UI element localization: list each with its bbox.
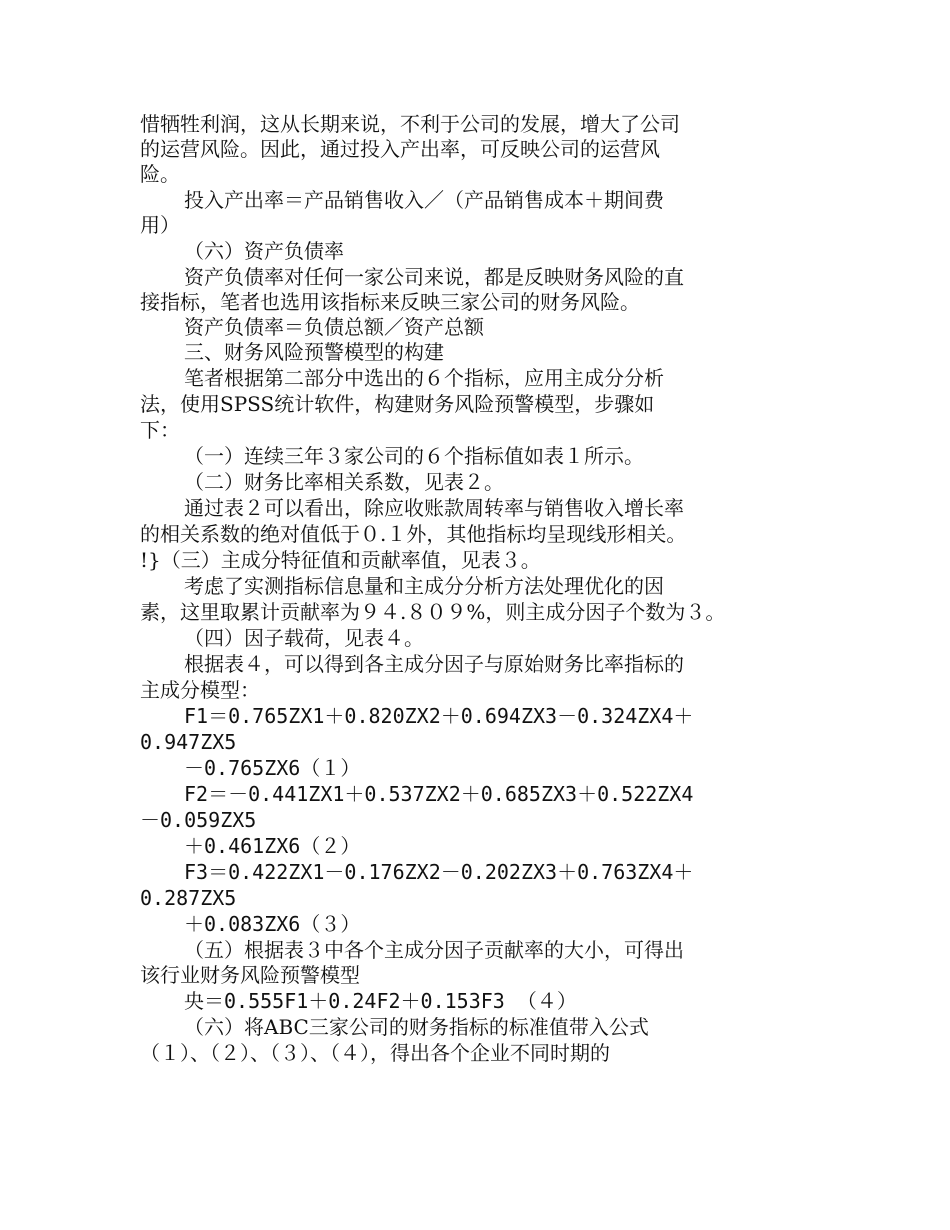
paragraph-line: 素，这里取累计贡献率为９４.８０９%，则主成分因子个数为３。 bbox=[140, 600, 726, 624]
paragraph-line: 笔者根据第二部分中选出的６个指标，应用主成分分析 bbox=[184, 366, 664, 390]
paragraph-line: （六）将ABC三家公司的财务指标的标准值带入公式 bbox=[184, 1015, 649, 1039]
equation-line: F2＝－0.441ZX1＋0.537ZX2＋0.685ZX3＋0.522ZX4 bbox=[184, 782, 694, 806]
formula-line: 投入产出率＝产品销售收入／（产品销售成本＋期间费 bbox=[184, 188, 664, 212]
section-heading: 三、财务风险预警模型的构建 bbox=[184, 340, 444, 364]
paragraph-line: 法，使用SPSS统计软件，构建财务风险预警模型，步骤如 bbox=[140, 392, 655, 416]
equation-line: ＋0.461ZX6（２） bbox=[184, 834, 361, 858]
paragraph-line: 惜牺牲利润，这从长期来说，不利于公司的发展，增大了公司 bbox=[140, 112, 680, 136]
paragraph-line: 根据表４，可以得到各主成分因子与原始财务比率指标的 bbox=[184, 652, 684, 676]
paragraph-line: 接指标，笔者也选用该指标来反映三家公司的财务风险。 bbox=[140, 290, 640, 314]
formula-line: 资产负债率＝负债总额／资产总额 bbox=[184, 315, 484, 339]
paragraph-line: !}（三）主成分特征值和贡献率值，见表３。 bbox=[140, 548, 541, 572]
equation-line: －0.059ZX5 bbox=[140, 808, 257, 832]
paragraph-line: （一）连续三年３家公司的６个指标值如表１所示。 bbox=[184, 444, 644, 468]
paragraph-line: 的相关系数的绝对值低于０.１外，其他指标均呈现线形相关。 bbox=[140, 522, 687, 546]
paragraph-line: 资产负债率对任何一家公司来说，都是反映财务风险的直 bbox=[184, 265, 684, 289]
equation-line: F3＝0.422ZX1－0.176ZX2－0.202ZX3＋0.763ZX4＋ bbox=[184, 860, 694, 884]
equation-line: F1＝0.765ZX1＋0.820ZX2＋0.694ZX3－0.324ZX4＋ bbox=[184, 704, 694, 728]
paragraph-line: （五）根据表３中各个主成分因子贡献率的大小，可得出 bbox=[184, 938, 684, 962]
section-heading: （六）资产负债率 bbox=[184, 239, 344, 263]
equation-line: 0.287ZX5 bbox=[140, 886, 237, 910]
paragraph-line: 考虑了实测指标信息量和主成分分析方法处理优化的因 bbox=[184, 574, 664, 598]
paragraph-line: 的运营风险。因此，通过投入产出率，可反映公司的运营风 bbox=[140, 137, 660, 161]
paragraph-line: （四）因子载荷，见表４。 bbox=[184, 626, 424, 650]
paragraph-line: 下： bbox=[140, 418, 180, 442]
paragraph-line: （１）、（２）、（３）、（４），得出各个企业不同时期的 bbox=[140, 1041, 610, 1065]
paragraph-line: （二）财务比率相关系数，见表２。 bbox=[184, 470, 504, 494]
paragraph-line: 主成分模型： bbox=[140, 678, 260, 702]
equation-line: －0.765ZX6（１） bbox=[184, 756, 361, 780]
equation-line: ＋0.083ZX6（３） bbox=[184, 912, 361, 936]
body-text bbox=[140, 112, 740, 1066]
equation-line: 0.947ZX5 bbox=[140, 730, 237, 754]
paragraph-line: 通过表２可以看出，除应收账款周转率与销售收入增长率 bbox=[184, 496, 684, 520]
formula-line: 用） bbox=[140, 213, 180, 237]
paragraph-line: 该行业财务风险预警模型 bbox=[140, 963, 360, 987]
equation-line: 央＝0.555F1＋0.24F2＋0.153F3 （４） bbox=[184, 989, 577, 1013]
paragraph-line: 险。 bbox=[140, 162, 180, 186]
